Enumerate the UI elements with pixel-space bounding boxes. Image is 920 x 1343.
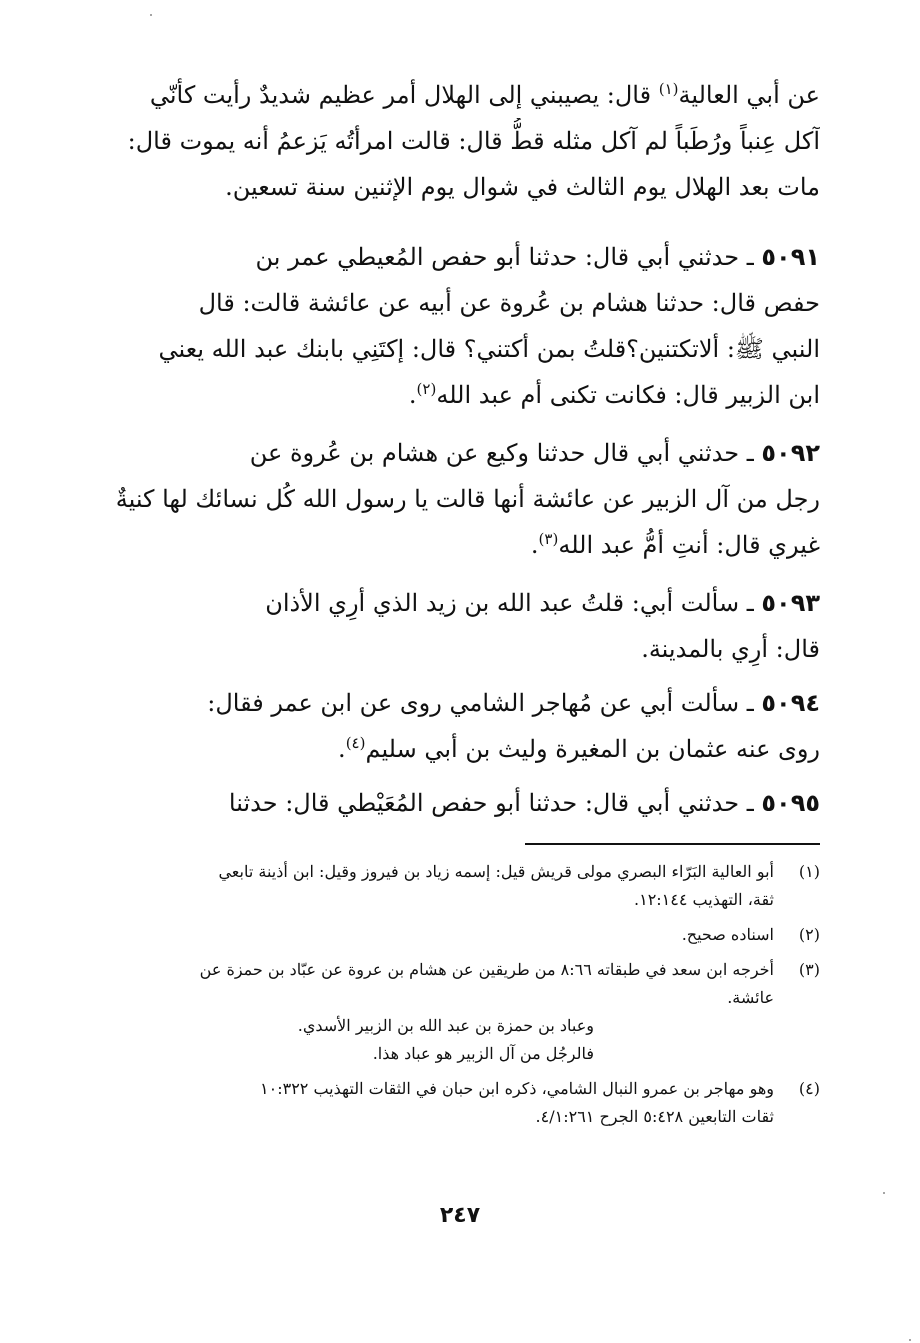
- hadith-entry: [108, 680, 820, 772]
- text-line: عن أبي العالية$^{(١)}$ قال: يصيبني إلى الهلال أمر عظيم شديدٌ رأيت كأنّي: [149, 80, 820, 109]
- text-line: ٥٠٩٣ ـ سألت أبي: قلتُ عبد الله بن زيد الذي أرِي الأذان: [265, 589, 820, 617]
- text-line: روى عنه عثمان بن المغيرة وليث بن أبي سليم$^{(٤)}$.: [338, 734, 820, 763]
- footnote-number: (٤): [798, 1079, 820, 1098]
- footnote: [108, 858, 820, 914]
- text-line: ابن الزبير قال: فكانت تكنى أم عبد الله$^{(٢)}$.: [408, 380, 820, 409]
- footnote: [108, 1075, 820, 1131]
- footnote-subline: وعباد بن حمزة بن عبد الله بن الزبير الأسدي.: [297, 1016, 594, 1035]
- footnote-line: عائشة.: [727, 988, 774, 1007]
- text-line: ٥٠٩٥ ـ حدثني أبي قال: حدثنا أبو حفص المُعَيْطي قال: حدثنا: [228, 789, 820, 817]
- footnote-number: (٣): [798, 960, 820, 979]
- text-line: رجل من آل الزبير عن عائشة أنها قالت يا رسول الله كُل نسائك لها كنيةٌ: [115, 485, 820, 513]
- footnote: [108, 921, 820, 949]
- footnote-line: ثقة، التهذيب ١٢:١٤٤.: [634, 890, 774, 909]
- page-number: ٢٤٧: [439, 1203, 481, 1228]
- text-line: ٥٠٩١ ـ حدثني أبي قال: حدثنا أبو حفص المُعيطي عمر بن: [255, 243, 820, 271]
- footnote-line: أبو العالية البَرّاء البصري مولى قريش قيل: إسمه زياد بن فيروز وقيل: ابن أذينة تابعي: [218, 862, 774, 881]
- footnote-ref[interactable]: (٤): [345, 734, 366, 752]
- footnote-line: أخرجه ابن سعد في طبقاته ٨:٦٦ من طريقين عن هشام بن عروة عن عبّاد بن حمزة عن: [199, 960, 774, 979]
- scan-speck: [150, 14, 152, 16]
- footnote-divider: [525, 843, 820, 845]
- footnote-line: ثقات التابعين ٥:٤٢٨ الجرح ٤/١:٢٦١.: [535, 1107, 774, 1126]
- footnote: [108, 956, 820, 1068]
- footnote-number: (١): [798, 862, 820, 881]
- hadith-entry: [108, 580, 820, 672]
- text-line: النبي ﷺ: ألاتكتنين؟قلتُ بمن أكتني؟ قال: إكتَنِي بابنك عبد الله يعني: [158, 335, 820, 363]
- hadith-entry: [108, 430, 820, 568]
- scan-speck: [909, 1339, 911, 1341]
- text-line: ٥٠٩٢ ـ حدثني أبي قال حدثنا وكيع عن هشام بن عُروة عن: [249, 439, 820, 467]
- text-line: ٥٠٩٤ ـ سألت أبي عن مُهاجر الشامي روى عن ابن عمر فقال:: [207, 689, 820, 717]
- hadith-entry: [108, 234, 820, 418]
- footnote-subline: فالرجُل من آل الزبير هو عباد هذا.: [372, 1044, 594, 1063]
- text-line: غيري قال: أنتِ أمُّ عبد الله$^{(٣)}$.: [530, 530, 820, 559]
- scan-speck: [883, 1192, 885, 1194]
- intro-paragraph: [108, 72, 820, 210]
- entry-number: ٥٠٩٥: [761, 789, 820, 817]
- entry-number: ٥٠٩٢: [761, 439, 820, 467]
- footnote-ref[interactable]: (٢): [416, 380, 437, 398]
- text-line: آكل عِنباً ورُطَباً لم آكل مثله قطُّ قال: قالت امرأتُه يَزعمُ أنه يموت قال:: [127, 127, 820, 155]
- footnote-line: وهو مهاجر بن عمرو النبال الشامي، ذكره ابن حبان في الثقات التهذيب ١٠:٣٢٢: [260, 1079, 774, 1098]
- entry-number: ٥٠٩٤: [761, 689, 820, 717]
- footnote-number: (٢): [798, 925, 820, 944]
- footnote-line: اسناده صحيح.: [681, 925, 774, 944]
- footnote-ref[interactable]: (١): [658, 80, 679, 98]
- text-line: قال: أرِي بالمدينة.: [641, 635, 820, 663]
- text-line: حفص قال: حدثنا هشام بن عُروة عن أبيه عن عائشة قالت: قال: [198, 289, 820, 317]
- footnotes: [108, 858, 820, 1138]
- entry-number: ٥٠٩١: [761, 243, 820, 271]
- text-line: مات بعد الهلال يوم الثالث في شوال يوم الإثنين سنة تسعين.: [225, 173, 820, 201]
- entry-number: ٥٠٩٣: [761, 589, 820, 617]
- hadith-entry: [108, 780, 820, 826]
- footnote-ref[interactable]: (٣): [538, 530, 559, 548]
